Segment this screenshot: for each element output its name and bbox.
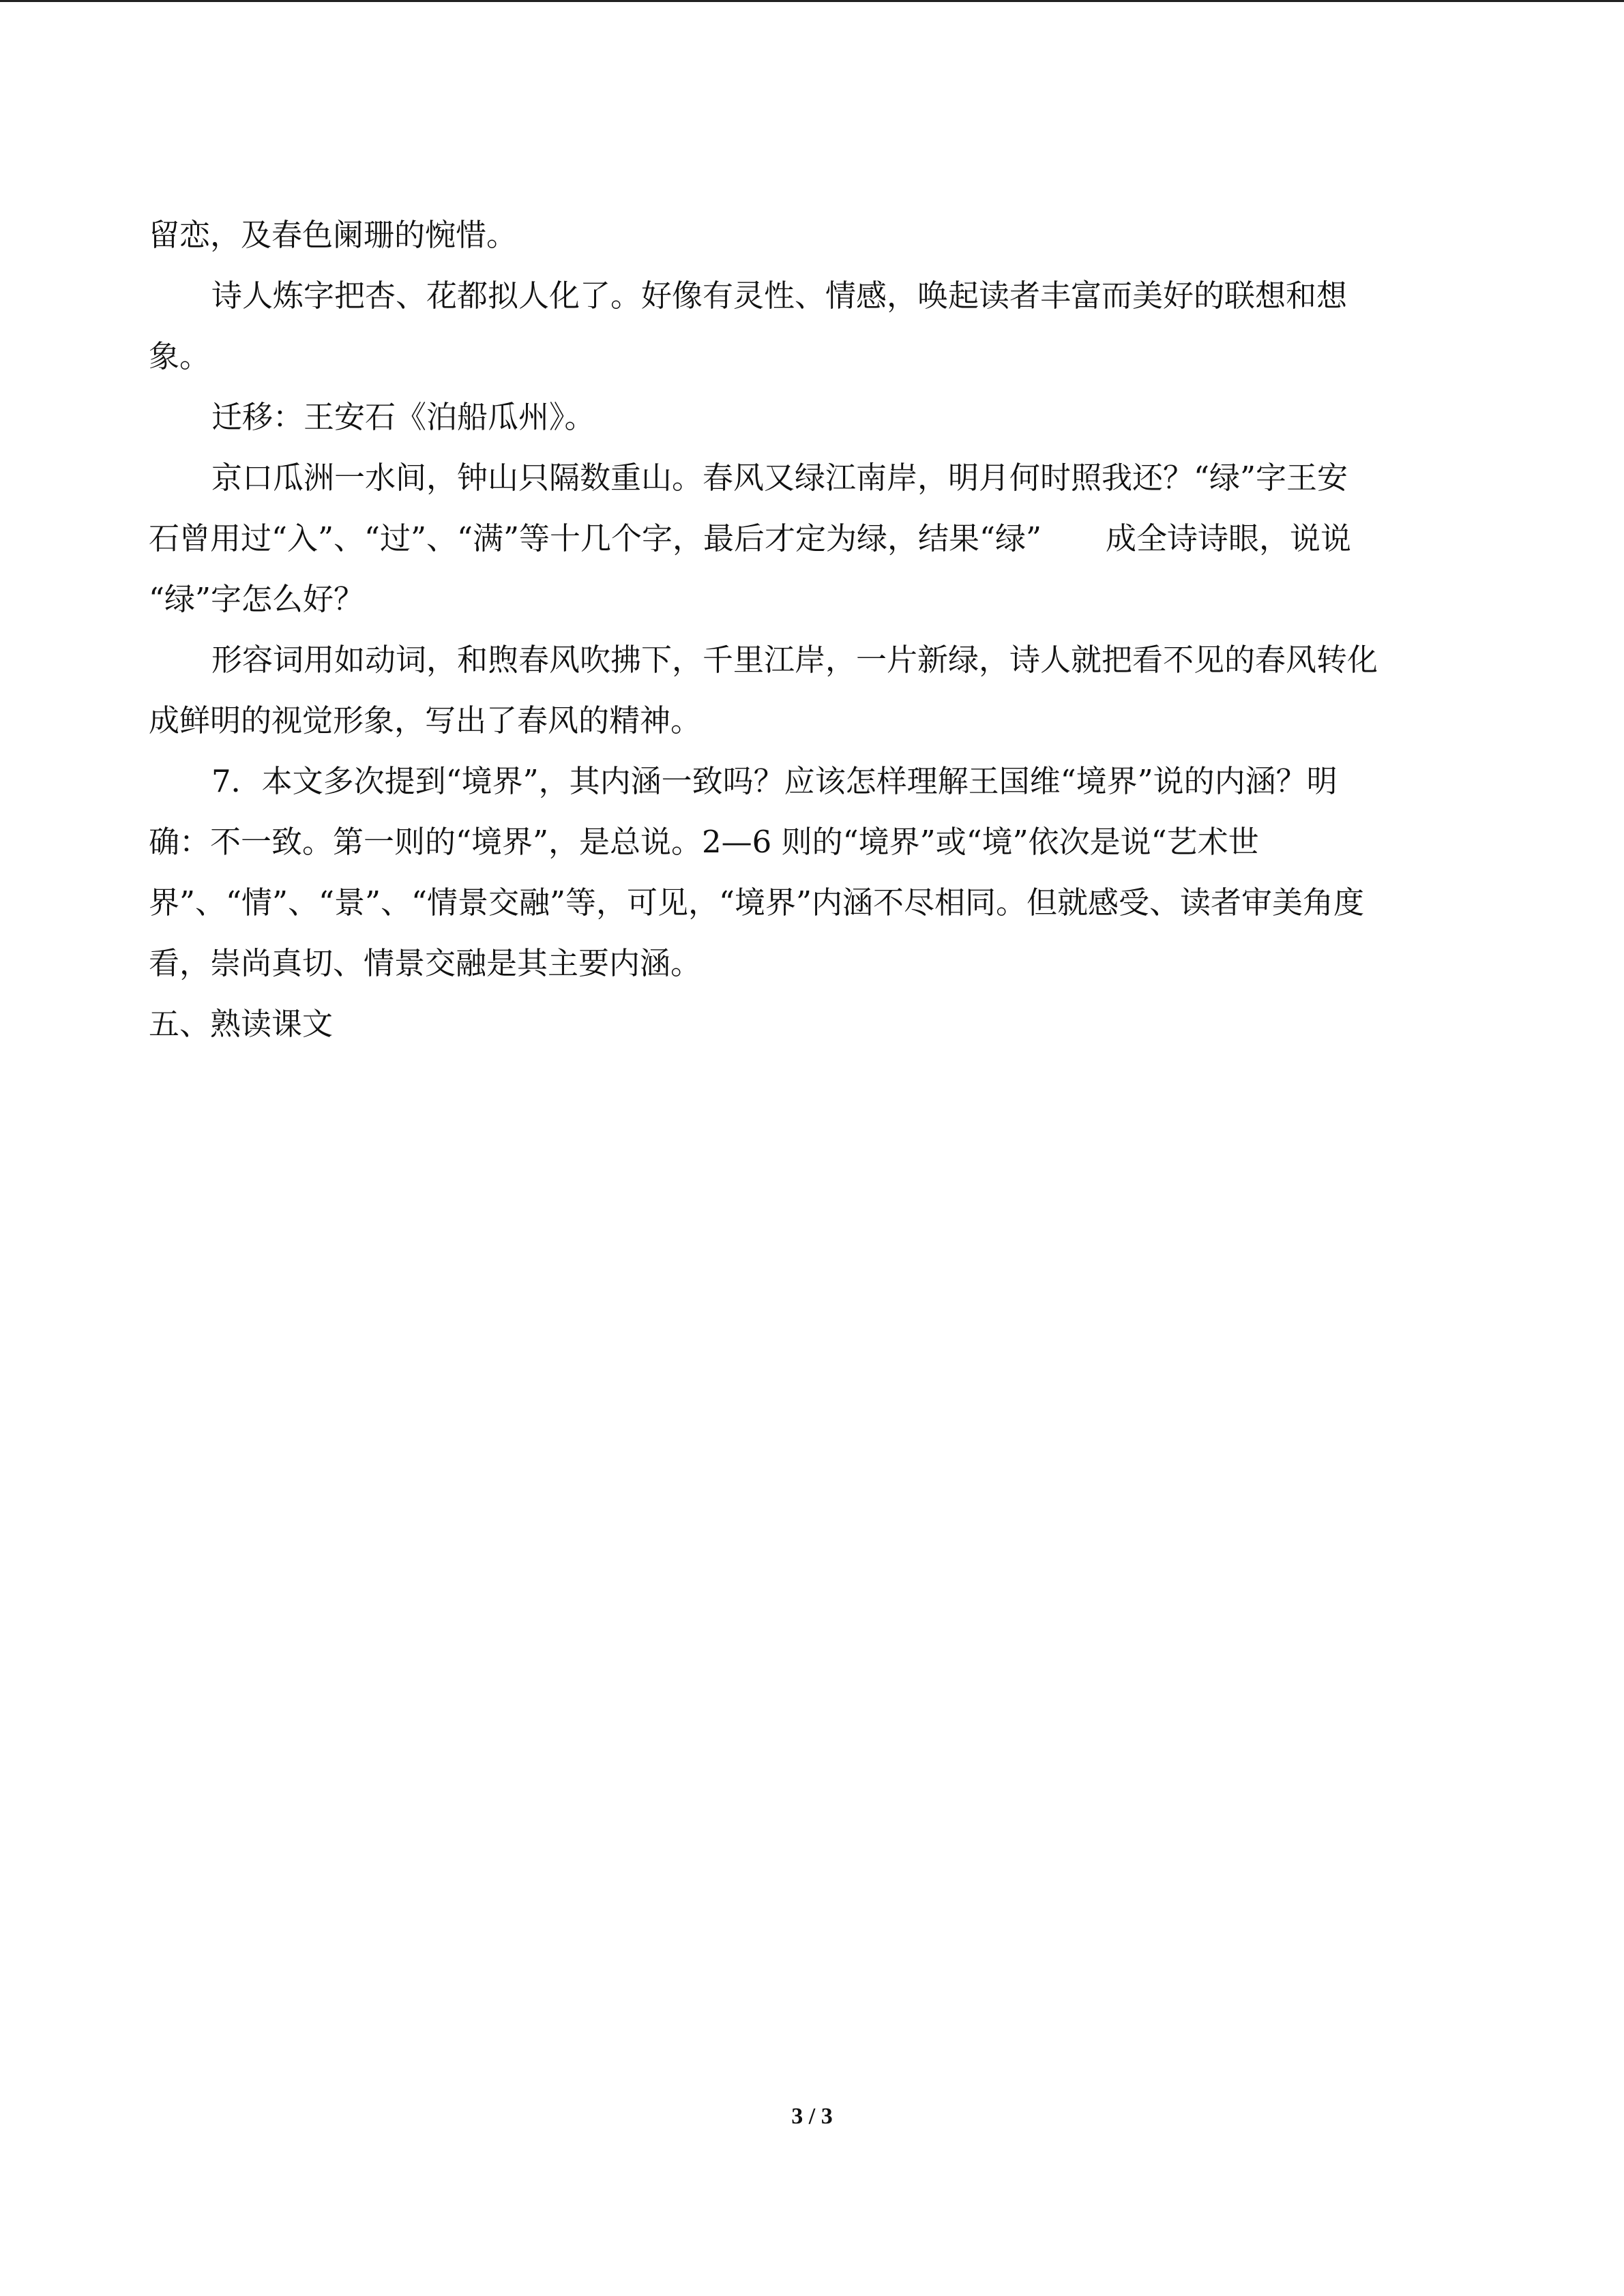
- paragraph-line-1: 留恋，及春色阑珊的惋惜。: [149, 217, 518, 253]
- paragraph-line-5: 京口瓜洲一水间，钟山只隔数重山。春风又绿江南岸，明月何时照我还？“绿”字王安: [211, 460, 1348, 496]
- document-body: [149, 205, 1486, 1054]
- paragraph-line-13: 看，崇尚真切、情景交融是其主要内涵。: [149, 945, 702, 981]
- paragraph-line-12: 界”、“情”、“景”、“情景交融”等，可见，“境界”内涵不尽相同。但就感受、读者审美角度: [149, 884, 1365, 921]
- paragraph-line-2: 诗人炼字把杏、花都拟人化了。好像有灵性、情感，唤起读者丰富而美好的联想和想: [211, 278, 1348, 314]
- paragraph-line-7: “绿”字怎么好？: [149, 581, 365, 617]
- paragraph-line-10: 7．本文多次提到“境界”，其内涵一致吗？应该怎样理解王国维“境界”说的内涵？明: [211, 763, 1338, 799]
- page-number: 3 / 3: [791, 2104, 833, 2129]
- paragraph-line-3: 象。: [149, 338, 211, 374]
- paragraph-line-6-part-b: 成全诗诗眼，说说: [1106, 520, 1352, 556]
- paragraph-line-4: 迁移：王安石《泊船瓜州》。: [211, 399, 595, 435]
- top-border: [0, 0, 1624, 2]
- paragraph-line-11: 确：不一致。第一则的“境界”，是总说。2—6 则的“境界”或“境”依次是说“艺术世: [149, 824, 1259, 860]
- paragraph-line-6-part-a: 石曾用过“入”、“过”、“满”等十几个字，最后才定为绿，结果“绿”: [149, 520, 1042, 556]
- section-heading-5: 五、熟读课文: [149, 1006, 334, 1042]
- paragraph-line-6: [149, 508, 1486, 569]
- paragraph-line-9: 成鲜明的视觉形象，写出了春风的精神。: [149, 702, 702, 739]
- paragraph-line-8: 形容词用如动词，和煦春风吹拂下，千里江岸，一片新绿，诗人就把看不见的春风转化: [211, 642, 1378, 678]
